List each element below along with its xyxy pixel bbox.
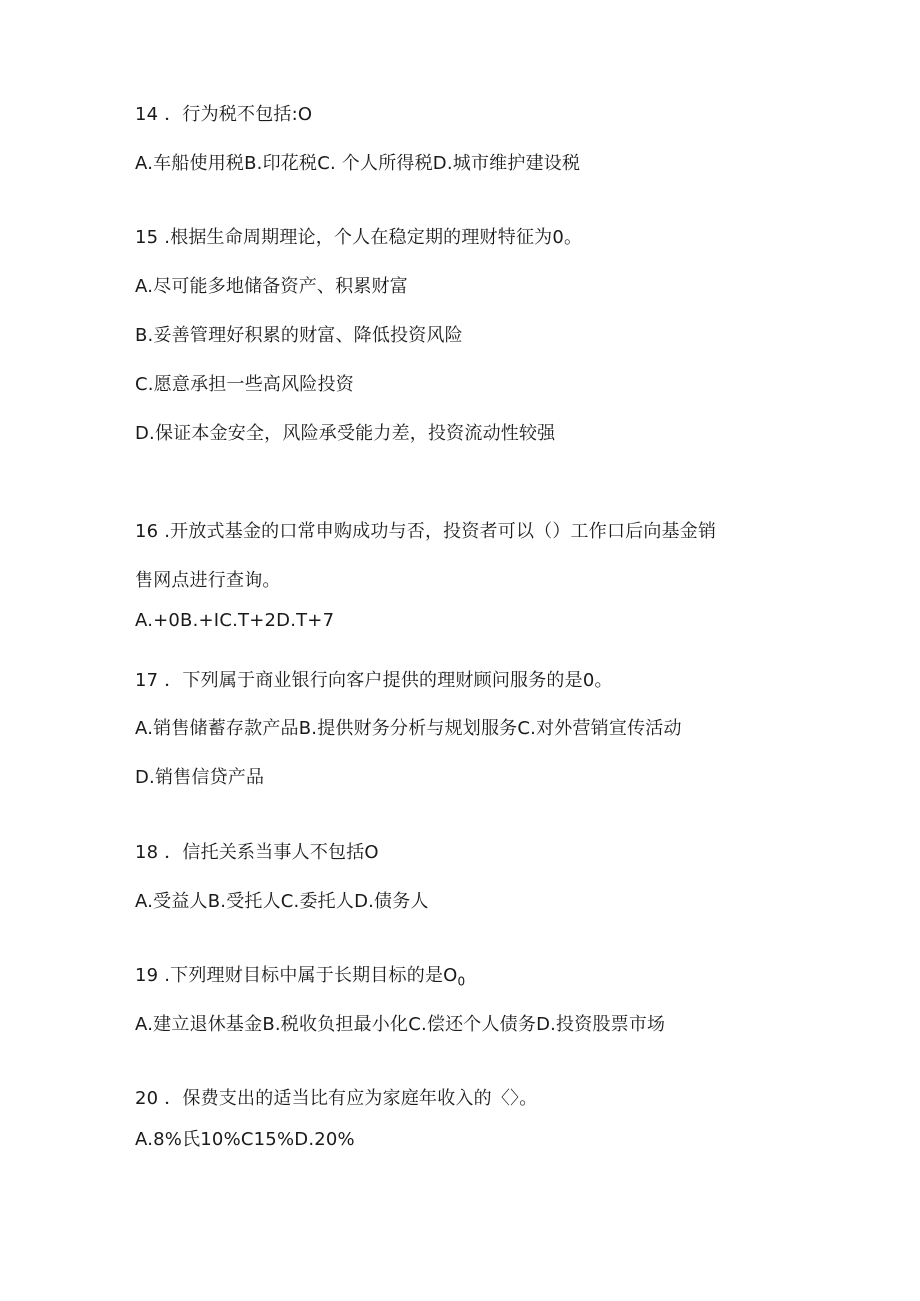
question-16-stem-line2: 售网点进行查询。 <box>135 570 281 591</box>
question-19-stem-text: 19 .下列理财目标中属于长期目标的是O <box>135 965 458 986</box>
question-14-stem: 14 ．行为税不包括:O <box>135 104 313 125</box>
question-15-option-c: C.愿意承担一些高风险投资 <box>135 374 354 395</box>
question-19-stem <box>135 964 465 994</box>
question-20-stem: 20 ．保费支出的适当比有应为家庭年收入的〈〉。 <box>135 1088 538 1109</box>
question-15-stem: 15 .根据生命周期理论，个人在稳定期的理财特征为0。 <box>135 227 583 248</box>
question-17-stem: 17 ．下列属于商业银行向客户提供的理财顾问服务的是0。 <box>135 670 613 691</box>
question-19-stem-subscript: 0 <box>457 974 466 989</box>
question-18-stem: 18 ．信托关系当事人不包括O <box>135 842 379 863</box>
question-19-options: A.建立退休基金B.税收负担最小化C.偿还个人债务D.投资股票市场 <box>135 1014 666 1035</box>
question-16-options: A.+0B.+IC.T+2D.T+7 <box>135 610 335 631</box>
question-18-options: A.受益人B.受托人C.委托人D.债务人 <box>135 891 429 912</box>
question-14-options: A.车船使用税B.印花税C. 个人所得税D.城市维护建设税 <box>135 153 581 174</box>
question-15-option-b: B.妥善管理好积累的财富、降低投资风险 <box>135 325 463 346</box>
question-20-options: A.8%氏10%C15%D.20% <box>135 1129 355 1150</box>
question-15-option-d: D.保证本金安全，风险承受能力差，投资流动性较强 <box>135 423 556 444</box>
question-16-stem-line1: 16 .开放式基金的口常申购成功与否，投资者可以（）工作口后向基金销 <box>135 521 717 542</box>
question-15-option-a: A.尽可能多地储备资产、积累财富 <box>135 276 408 297</box>
question-17-options-line1: A.销售储蓄存款产品B.提供财务分析与规划服务C.对外营销宣传活动 <box>135 718 682 739</box>
question-17-options-line2: D.销售信贷产品 <box>135 767 265 788</box>
